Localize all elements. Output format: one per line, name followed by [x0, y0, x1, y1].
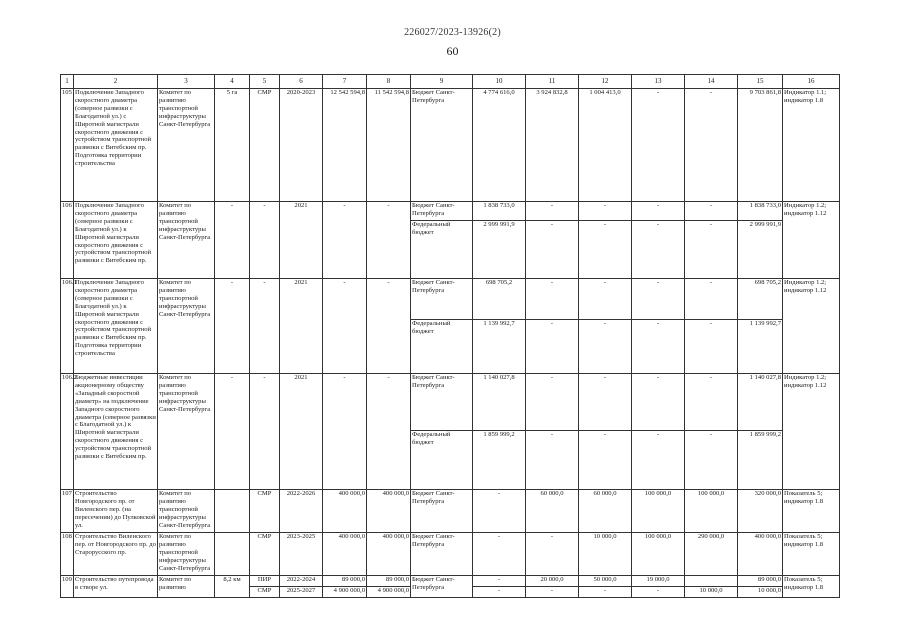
work-stage: СМР	[250, 587, 280, 598]
indicator: Показатель 5; индикатор 1.8	[783, 576, 840, 598]
work-stage: СМР	[250, 89, 280, 202]
amount-col13: -	[632, 221, 685, 279]
indicator: Показатель 5; индикатор 1.8	[783, 490, 840, 533]
total-cost: 400 000,0	[323, 490, 367, 533]
amount-col14: -	[685, 221, 738, 279]
amount-col11: -	[526, 533, 579, 576]
amount-col11: 20 000,0	[526, 576, 579, 587]
amount-total: 89 000,0	[738, 576, 783, 587]
amount-col14: -	[685, 374, 738, 431]
amount-total: 1 838 733,0	[738, 202, 783, 221]
amount-total: 1 139 992,7	[738, 320, 783, 374]
amount-col10: 1 859 999,2	[473, 431, 526, 490]
years: 2025-2027	[280, 587, 323, 598]
indicator: Индикатор 1.2; индикатор 1.12	[783, 279, 840, 374]
amount-col12: -	[579, 279, 632, 320]
amount-col11: 60 000,0	[526, 490, 579, 533]
executor: Комитет по развитию транспортной инфраструктуры Санкт-Петербурга	[158, 490, 215, 533]
amount-col12: -	[579, 431, 632, 490]
amount-col12: -	[579, 587, 632, 598]
amount-col14: 100 000,0	[685, 490, 738, 533]
amount-col10: -	[473, 490, 526, 533]
amount-col10: 1 140 027,8	[473, 374, 526, 431]
amount-col14	[685, 576, 738, 587]
amount-total: 10 000,0	[738, 587, 783, 598]
header-cell: 6	[280, 75, 323, 89]
header-cell: 2	[74, 75, 158, 89]
remaining-cost: -	[367, 202, 411, 279]
amount-total: 2 999 991,9	[738, 221, 783, 279]
header-cell: 3	[158, 75, 215, 89]
amount-col12: 10 000,0	[579, 533, 632, 576]
row-number: 106.2	[61, 374, 74, 490]
amount-col14: -	[685, 202, 738, 221]
funding-source: Бюджет Санкт-Петербурга	[411, 490, 473, 533]
funding-source: Бюджет Санкт-Петербурга	[411, 576, 473, 598]
amount-col12: 1 004 413,0	[579, 89, 632, 202]
amount-col13: -	[632, 89, 685, 202]
amount-col13: 19 000,0	[632, 576, 685, 587]
capacity: -	[215, 374, 250, 490]
header-cell: 7	[323, 75, 367, 89]
total-cost: -	[323, 279, 367, 374]
indicator: Индикатор 1.1; индикатор 1.8	[783, 89, 840, 202]
table-row	[61, 279, 840, 320]
indicator: Индикатор 1.2; индикатор 1.12	[783, 374, 840, 490]
document-id: 226027/2023-13926(2)	[404, 27, 501, 38]
total-cost: -	[323, 202, 367, 279]
amount-col10: -	[473, 587, 526, 598]
activity-name: Подключение Западного скоростного диаметра (северное развязки с Благодатной ул.) к Широтной магистрали скоростного движения с устройством транспортной развязки с Витебским пр.	[74, 202, 158, 279]
capacity: -	[215, 279, 250, 374]
capacity: 5 га	[215, 89, 250, 202]
amount-col14: -	[685, 89, 738, 202]
amount-total: 400 000,0	[738, 533, 783, 576]
header-cell: 5	[250, 75, 280, 89]
executor: Комитет по развитию транспортной инфраструктуры Санкт-Петербурга	[158, 279, 215, 374]
amount-col11: -	[526, 587, 579, 598]
work-stage: СМР	[250, 490, 280, 533]
total-cost: 4 900 000,0	[323, 587, 367, 598]
executor: Комитет по развитию транспортной инфраструктуры Санкт-Петербурга	[158, 374, 215, 490]
remaining-cost: 89 000,0	[367, 576, 411, 587]
amount-col12: -	[579, 320, 632, 374]
total-cost: 400 000,0	[323, 533, 367, 576]
years: 2023-2025	[280, 533, 323, 576]
remaining-cost: -	[367, 279, 411, 374]
row-number: 106.1	[61, 279, 74, 374]
executor: Комитет по развитию транспортной инфраструктуры Санкт-Петербурга	[158, 89, 215, 202]
row-number: 107	[61, 490, 74, 533]
amount-col13: -	[632, 374, 685, 431]
table-row	[61, 374, 840, 431]
years: 2021	[280, 374, 323, 490]
amount-col10: 1 139 992,7	[473, 320, 526, 374]
capacity: -	[215, 202, 250, 279]
indicator: Показатель 5; индикатор 1.8	[783, 533, 840, 576]
amount-col11: -	[526, 320, 579, 374]
amount-col14: -	[685, 431, 738, 490]
header-cell: 11	[526, 75, 579, 89]
capacity	[215, 533, 250, 576]
activity-name: Строительство Новгородского пр. от Виленского пер. (на пересечении) до Пулковской ул.	[74, 490, 158, 533]
row-number: 105	[61, 89, 74, 202]
amount-col13: -	[632, 431, 685, 490]
amount-col11: -	[526, 221, 579, 279]
program-table	[60, 74, 840, 598]
amount-total: 9 703 861,8	[738, 89, 783, 202]
amount-col13: 100 000,0	[632, 490, 685, 533]
amount-col12: 60 000,0	[579, 490, 632, 533]
work-stage: ПИР	[250, 576, 280, 587]
amount-col13: -	[632, 587, 685, 598]
amount-col13: -	[632, 202, 685, 221]
funding-source: Федеральный бюджет	[411, 320, 473, 374]
header-cell: 9	[411, 75, 473, 89]
executor: Комитет по развитию транспортной инфраструктуры Санкт-Петербурга	[158, 202, 215, 279]
amount-col13: 100 000,0	[632, 533, 685, 576]
amount-col12: -	[579, 202, 632, 221]
table-row	[61, 89, 840, 202]
remaining-cost: -	[367, 374, 411, 490]
total-cost: 89 000,0	[323, 576, 367, 587]
funding-source: Бюджет Санкт-Петербурга	[411, 374, 473, 431]
capacity	[215, 490, 250, 533]
remaining-cost: 400 000,0	[367, 533, 411, 576]
amount-total: 1 859 999,2	[738, 431, 783, 490]
page-number: 60	[446, 44, 459, 58]
activity-name: Подключение Западного скоростного диаметра (северное развязки с Благодатной ул.) к Широтной магистрали скоростного движения с устройством транспортной развязки с Витебским пр. Подготовка территории строительства	[74, 279, 158, 374]
funding-source: Бюджет Санкт-Петербурга	[411, 89, 473, 202]
funding-source: Бюджет Санкт-Петербурга	[411, 279, 473, 320]
amount-col10: 1 838 733,0	[473, 202, 526, 221]
capacity: 8,2 км	[215, 576, 250, 598]
years: 2021	[280, 202, 323, 279]
table-row	[61, 490, 840, 533]
funding-source: Федеральный бюджет	[411, 431, 473, 490]
amount-total: 698 705,2	[738, 279, 783, 320]
amount-col10: 2 999 991,9	[473, 221, 526, 279]
remaining-cost: 400 000,0	[367, 490, 411, 533]
years: 2020-2023	[280, 89, 323, 202]
remaining-cost: 4 900 000,0	[367, 587, 411, 598]
header-cell: 13	[632, 75, 685, 89]
header-row	[61, 75, 840, 89]
activity-name: Бюджетные инвестиции акционерному обществу «Западный скоростной диаметр» на подключение Западного скоростного диаметра (северное развязки с Благодатной ул.) к Широтной магистрали скоростного движения с устройством транспортной развязки с Витебским пр.	[74, 374, 158, 490]
header-cell: 15	[738, 75, 783, 89]
activity-name: Строительство Виленского пер. от Новгородского пр. до Старорусского пр.	[74, 533, 158, 576]
remaining-cost: 11 542 594,8	[367, 89, 411, 202]
executor: Комитет по развитию	[158, 576, 215, 598]
amount-col12: 50 000,0	[579, 576, 632, 587]
amount-col13: -	[632, 320, 685, 374]
amount-col10: -	[473, 533, 526, 576]
header-cell: 12	[579, 75, 632, 89]
amount-col13: -	[632, 279, 685, 320]
amount-col11: -	[526, 431, 579, 490]
work-stage: -	[250, 279, 280, 374]
amount-col10: 698 705,2	[473, 279, 526, 320]
table-row	[61, 202, 840, 221]
funding-source: Бюджет Санкт-Петербурга	[411, 533, 473, 576]
years: 2022-2024	[280, 576, 323, 587]
amount-col14: -	[685, 279, 738, 320]
amount-col11: -	[526, 279, 579, 320]
row-number: 106	[61, 202, 74, 279]
total-cost: 12 542 594,8	[323, 89, 367, 202]
amount-col11: 3 924 832,8	[526, 89, 579, 202]
header-cell: 10	[473, 75, 526, 89]
years: 2021	[280, 279, 323, 374]
amount-col12: -	[579, 221, 632, 279]
amount-col14: -	[685, 320, 738, 374]
amount-col10: -	[473, 576, 526, 587]
funding-source: Федеральный бюджет	[411, 221, 473, 279]
funding-source: Бюджет Санкт-Петербурга	[411, 202, 473, 221]
row-number: 109	[61, 576, 74, 598]
total-cost: -	[323, 374, 367, 490]
work-stage: -	[250, 374, 280, 490]
table-row	[61, 533, 840, 576]
indicator: Индикатор 1.2; индикатор 1.12	[783, 202, 840, 279]
years: 2022-2026	[280, 490, 323, 533]
activity-name: Подключение Западного скоростного диаметра (северное развязки с Благодатной ул.) с Широтной магистрали скоростного движения с устройством транспортной развязки с Витебским пр. Подготовка территории строительства	[74, 89, 158, 202]
amount-col10: 4 774 616,0	[473, 89, 526, 202]
header-cell: 16	[783, 75, 840, 89]
activity-name: Строительство путепровода в створе ул.	[74, 576, 158, 598]
amount-col14: 10 000,0	[685, 587, 738, 598]
amount-col11: -	[526, 374, 579, 431]
amount-col11: -	[526, 202, 579, 221]
work-stage: -	[250, 202, 280, 279]
executor: Комитет по развитию транспортной инфраструктуры Санкт-Петербурга	[158, 533, 215, 576]
amount-col12: -	[579, 374, 632, 431]
table-row	[61, 576, 840, 587]
header-cell: 14	[685, 75, 738, 89]
work-stage: СМР	[250, 533, 280, 576]
header-cell: 1	[61, 75, 74, 89]
header-cell: 4	[215, 75, 250, 89]
header-cell: 8	[367, 75, 411, 89]
amount-total: 1 140 027,8	[738, 374, 783, 431]
amount-total: 320 000,0	[738, 490, 783, 533]
row-number: 108	[61, 533, 74, 576]
amount-col14: 290 000,0	[685, 533, 738, 576]
